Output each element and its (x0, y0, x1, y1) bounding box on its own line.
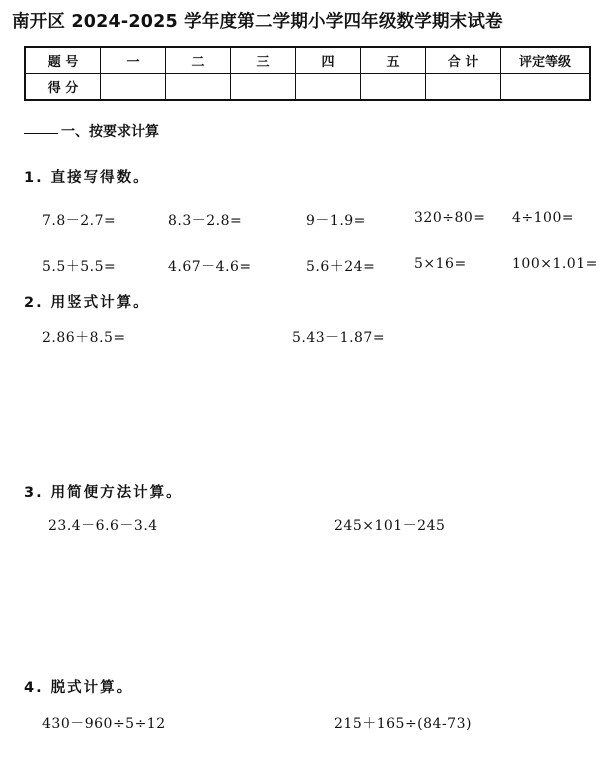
score-cell-section-4[interactable] (296, 74, 361, 101)
section-1-heading (24, 121, 159, 141)
section-1-heading-text: 一、按要求计算 (61, 124, 159, 140)
section-score-blank[interactable] (24, 133, 58, 134)
question-4-label: 4. 脱式计算。 (24, 680, 134, 696)
header-cell-question-number: 题 号 (25, 47, 101, 74)
score-cell-total[interactable] (426, 74, 501, 101)
exam-title: 南开区 2024-2025 学年度第二学期小学四年级数学期末试卷 (12, 12, 503, 32)
score-table (24, 46, 591, 101)
header-cell-total: 合 计 (426, 47, 501, 74)
header-cell-section-5: 五 (361, 47, 426, 74)
header-cell-section-2: 二 (166, 47, 231, 74)
score-cell-section-5[interactable] (361, 74, 426, 101)
score-cell-section-1[interactable] (101, 74, 166, 101)
question-1-label: 1. 直接写得数。 (24, 170, 150, 186)
q1-expression: 5.6＋24= (306, 259, 376, 275)
header-cell-section-1: 一 (101, 47, 166, 74)
header-cell-section-3: 三 (231, 47, 296, 74)
question-2-label: 2. 用竖式计算。 (24, 295, 150, 311)
q1-expression: 5.5＋5.5= (42, 259, 117, 275)
score-table-score-row (25, 74, 590, 101)
q1-expression: 8.3－2.8= (168, 213, 243, 229)
header-cell-grade: 评定等级 (501, 47, 591, 74)
q1-expression: 100×1.01= (512, 256, 598, 272)
question-3-label: 3. 用简便方法计算。 (24, 485, 183, 501)
q3-expression: 23.4－6.6－3.4 (48, 518, 158, 534)
q1-expression: 7.8－2.7= (42, 213, 117, 229)
score-table-header-row (25, 47, 590, 74)
q4-expression: 215＋165÷(84-73) (334, 716, 472, 732)
score-cell-section-3[interactable] (231, 74, 296, 101)
header-cell-section-4: 四 (296, 47, 361, 74)
q1-expression: 5×16= (414, 256, 467, 272)
q1-expression: 4÷100= (512, 210, 575, 226)
q4-expression: 430－960÷5÷12 (42, 716, 166, 732)
score-cell-section-2[interactable] (166, 74, 231, 101)
q3-expression: 245×101－245 (334, 518, 446, 534)
q2-expression: 5.43－1.87= (292, 330, 386, 346)
q2-expression: 2.86＋8.5= (42, 330, 126, 346)
q1-expression: 9－1.9= (306, 213, 366, 229)
score-row-label: 得 分 (25, 74, 101, 101)
q1-expression: 4.67－4.6= (168, 259, 252, 275)
score-cell-grade[interactable] (501, 74, 591, 101)
q1-expression: 320÷80= (414, 210, 486, 226)
